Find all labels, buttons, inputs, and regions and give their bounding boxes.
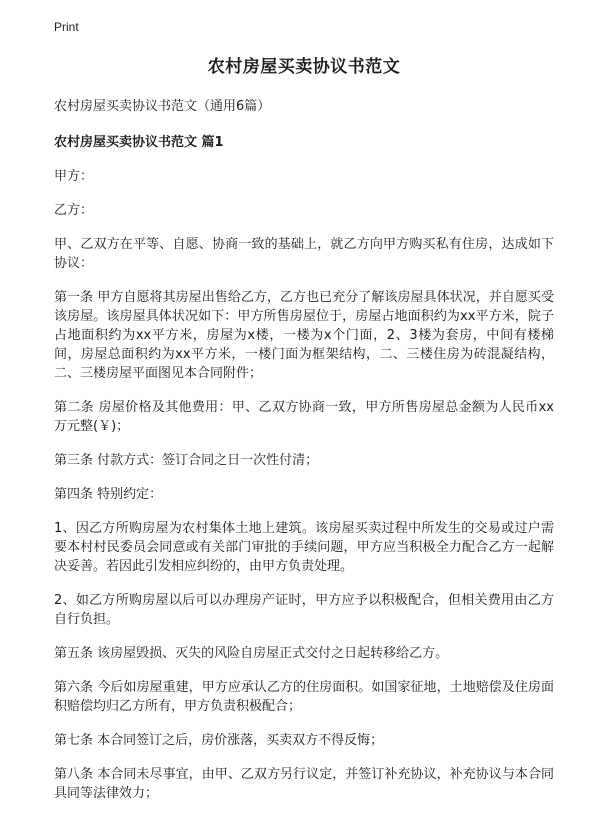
agreement-intro: 甲、乙双方在平等、自愿、协商一致的基础上，就乙方向甲方购买私有住房，达成如下协议： bbox=[54, 237, 554, 271]
article-3: 第三条 付款方式：签订合同之日一次性付清； bbox=[54, 453, 319, 468]
article-5: 第五条 该房屋毁损、灭失的风险自房屋正式交付之日起转移给乙方。 bbox=[54, 646, 449, 661]
article-4: 第四条 特别约定： bbox=[54, 487, 163, 502]
print-link[interactable]: Print bbox=[54, 20, 79, 34]
article-4-clause-1: 1、因乙方所购房屋为农村集体土地上建筑。该房屋买卖过程中所发生的交易或过户需要本村村民委员会同意或有关部门审批的手续问题，甲方应当积极全力配合乙方一起解决妥善。若因此引发相应纠纷的，由甲方负责处理。 bbox=[54, 521, 554, 574]
party-b-line: 乙方： bbox=[54, 203, 94, 218]
article-8: 第八条 本合同未尽事宜，由甲、乙双方另行议定，并签订补充协议，补充协议与本合同具同等法律效力； bbox=[54, 767, 554, 801]
article-2: 第二条 房屋价格及其他费用：甲、乙双方协商一致，甲方所售房屋总金额为人民币xx万元整(￥)； bbox=[54, 400, 554, 434]
party-a-line: 甲方： bbox=[54, 169, 94, 184]
article-1: 第一条 甲方自愿将其房屋出售给乙方，乙方也已充分了解该房屋具体状况，并自愿买受该房屋。该房屋具体状况如下：甲方所售房屋位于，房屋占地面积约为xx平方米，院子占地面积约为xx平方米，房屋为x楼，一楼为x个门面，2、3楼为套房，中间有楼梯间，房屋总面积约为xx平方米，一楼门面为框架结构，二、三楼住房为砖混凝结构，二、三楼房屋平面图见本合同附件； bbox=[54, 290, 554, 381]
document-subtitle: 农村房屋买卖协议书范文（通用6篇） bbox=[54, 99, 271, 114]
article-4-clause-2: 2、如乙方所购房屋以后可以办理房产证时，甲方应予以积极配合，但相关费用由乙方自行负担。 bbox=[54, 593, 554, 627]
document-body bbox=[54, 52, 554, 818]
article-6: 第六条 今后如房屋重建，甲方应承认乙方的住房面积。如国家征地，土地赔偿及住房面积赔偿均归乙方所有，甲方负责积极配合； bbox=[54, 680, 554, 714]
article-7: 第七条 本合同签订之后，房价涨落，买卖双方不得反悔； bbox=[54, 733, 384, 748]
section-heading: 农村房屋买卖协议书范文 篇1 bbox=[54, 135, 224, 150]
document-title: 农村房屋买卖协议书范文 bbox=[207, 57, 401, 77]
